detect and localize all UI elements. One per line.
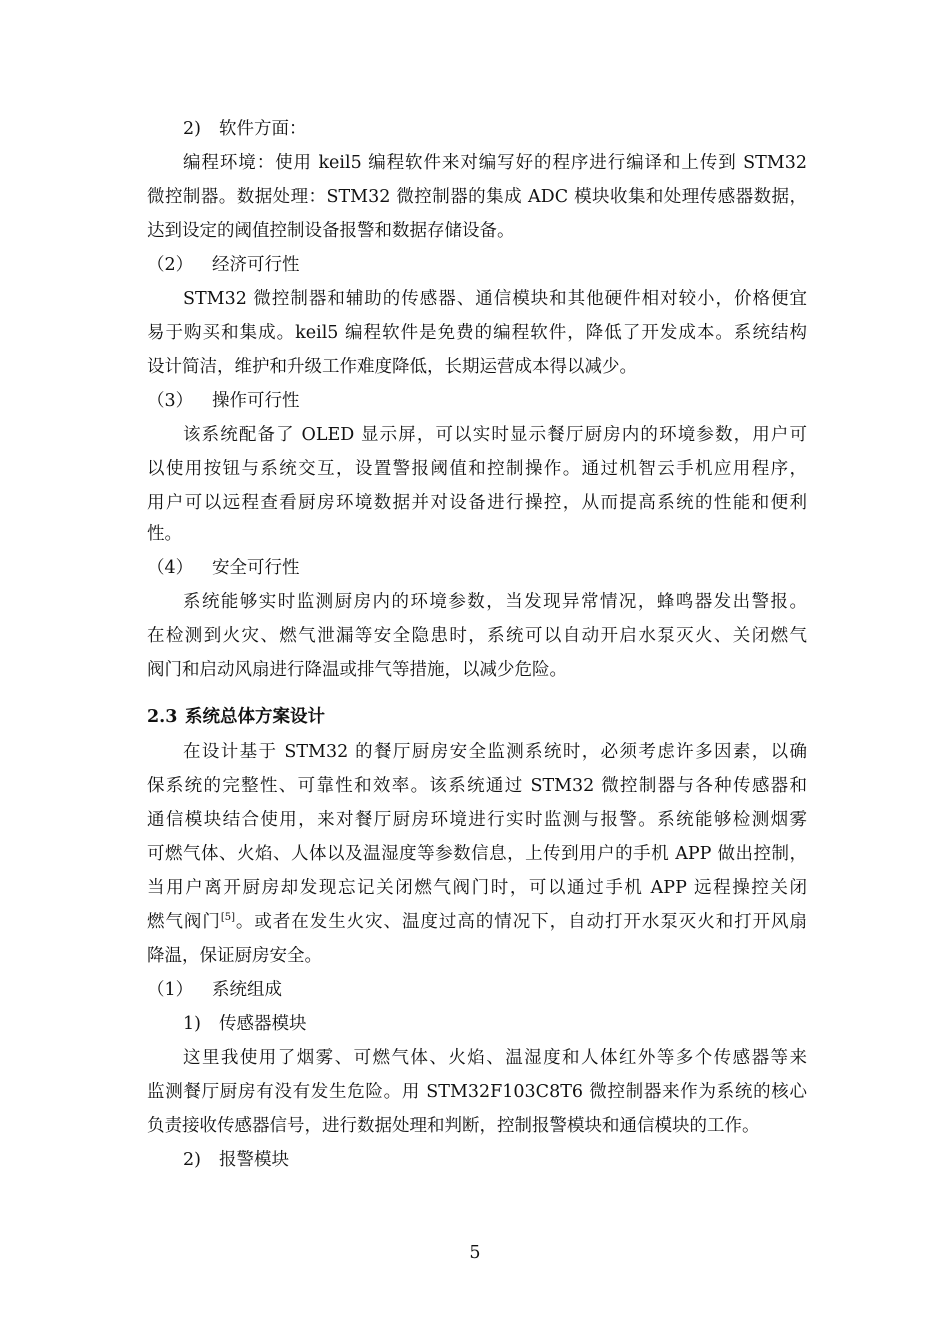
list-label: 报警模块 bbox=[219, 1150, 289, 1170]
paragraph-line: 负责接收传感器信号，进行数据处理和判断，控制报警模块和通信模块的工作。 bbox=[147, 1116, 760, 1136]
section-label: 系统组成 bbox=[212, 980, 282, 1000]
paragraph-line: 可燃气体、火焰、人体以及温湿度等参数信息，上传到用户的手机 APP 做出控制， bbox=[147, 844, 807, 864]
list-label: 传感器模块 bbox=[219, 1014, 307, 1034]
paragraph-line: 监测餐厅厨房有没有发生危险。用 STM32F103C8T6 微控制器来作为系统的核心 bbox=[147, 1082, 807, 1102]
list-item-software bbox=[183, 117, 807, 141]
paragraph-line: 当用户离开厨房却发现忘记关闭燃气阀门时，可以通过手机 APP 远程操控关闭 bbox=[147, 878, 807, 898]
paragraph-line: 通信模块结合使用，来对餐厅厨房环境进行实时监测与报警。系统能够检测烟雾 bbox=[147, 810, 807, 830]
paragraph-line: 以使用按钮与系统交互，设置警报阈值和控制操作。通过机智云手机应用程序， bbox=[147, 459, 807, 479]
paragraph-line: 易于购买和集成。keil5 编程软件是免费的编程软件，降低了开发成本。系统结构 bbox=[147, 323, 807, 343]
section-item-safety bbox=[147, 556, 807, 580]
citation-ref: [5] bbox=[220, 912, 235, 924]
paragraph-line: STM32 微控制器和辅助的传感器、通信模块和其他硬件相对较小，价格便宜 bbox=[183, 289, 807, 309]
paragraph-line: 该系统配备了 OLED 显示屏，可以实时显示餐厅厨房内的环境参数，用户可 bbox=[183, 425, 807, 445]
paragraph-line: 达到设定的阈值控制设备报警和数据存储设备。 bbox=[147, 221, 515, 241]
section-label: 安全可行性 bbox=[212, 558, 300, 578]
list-item-sensor-module bbox=[183, 1012, 807, 1036]
section-heading bbox=[147, 705, 807, 729]
list-number: 2) bbox=[183, 119, 201, 139]
section-number: （4） bbox=[147, 558, 194, 578]
paragraph-line: 降温，保证厨房安全。 bbox=[147, 946, 322, 966]
paragraph-line: 系统能够实时监测厨房内的环境参数，当发现异常情况，蜂鸣器发出警报。 bbox=[183, 592, 807, 612]
section-item-operation bbox=[147, 389, 807, 413]
section-number: （1） bbox=[147, 980, 194, 1000]
paragraph-line: 在设计基于 STM32 的餐厅厨房安全监测系统时，必须考虑许多因素，以确 bbox=[183, 742, 807, 762]
paragraph-line: 用户可以远程查看厨房环境数据并对设备进行操控，从而提高系统的性能和便利 bbox=[147, 493, 807, 513]
paragraph-text: 燃气阀门 bbox=[147, 912, 221, 932]
paragraph-line-with-citation bbox=[147, 910, 807, 934]
section-number: （3） bbox=[147, 391, 194, 411]
section-item-composition bbox=[147, 978, 807, 1002]
paragraph-line: 微控制器。数据处理：STM32 微控制器的集成 ADC 模块收集和处理传感器数据， bbox=[147, 187, 807, 207]
list-number: 1) bbox=[183, 1014, 201, 1034]
section-label: 经济可行性 bbox=[212, 255, 300, 275]
list-item-alarm-module bbox=[183, 1148, 807, 1172]
heading-text: 系统总体方案设计 bbox=[185, 707, 325, 727]
list-number: 2) bbox=[183, 1150, 201, 1170]
section-item-economic bbox=[147, 253, 807, 277]
paragraph-text: 。或者在发生火灾、温度过高的情况下，自动打开水泵灭火和打开风扇 bbox=[234, 912, 808, 932]
paragraph-line: 保系统的完整性、可靠性和效率。该系统通过 STM32 微控制器与各种传感器和 bbox=[147, 776, 807, 796]
list-label: 软件方面： bbox=[219, 119, 307, 139]
paragraph-line: 设计简洁，维护和升级工作难度降低，长期运营成本得以减少。 bbox=[147, 357, 637, 377]
paragraph-line: 编程环境：使用 keil5 编程软件来对编写好的程序进行编译和上传到 STM32 bbox=[183, 153, 807, 173]
paragraph-line: 性。 bbox=[147, 524, 182, 544]
paragraph-line: 阀门和启动风扇进行降温或排气等措施，以减少危险。 bbox=[147, 660, 567, 680]
section-label: 操作可行性 bbox=[212, 391, 300, 411]
paragraph-line: 在检测到火灾、燃气泄漏等安全隐患时，系统可以自动开启水泵灭火、关闭燃气 bbox=[147, 626, 807, 646]
paragraph-line: 这里我使用了烟雾、可燃气体、火焰、温湿度和人体红外等多个传感器等来 bbox=[183, 1048, 807, 1068]
heading-number: 2.3 bbox=[147, 707, 178, 727]
section-number: （2） bbox=[147, 255, 194, 275]
page-number: 5 bbox=[469, 1243, 481, 1263]
